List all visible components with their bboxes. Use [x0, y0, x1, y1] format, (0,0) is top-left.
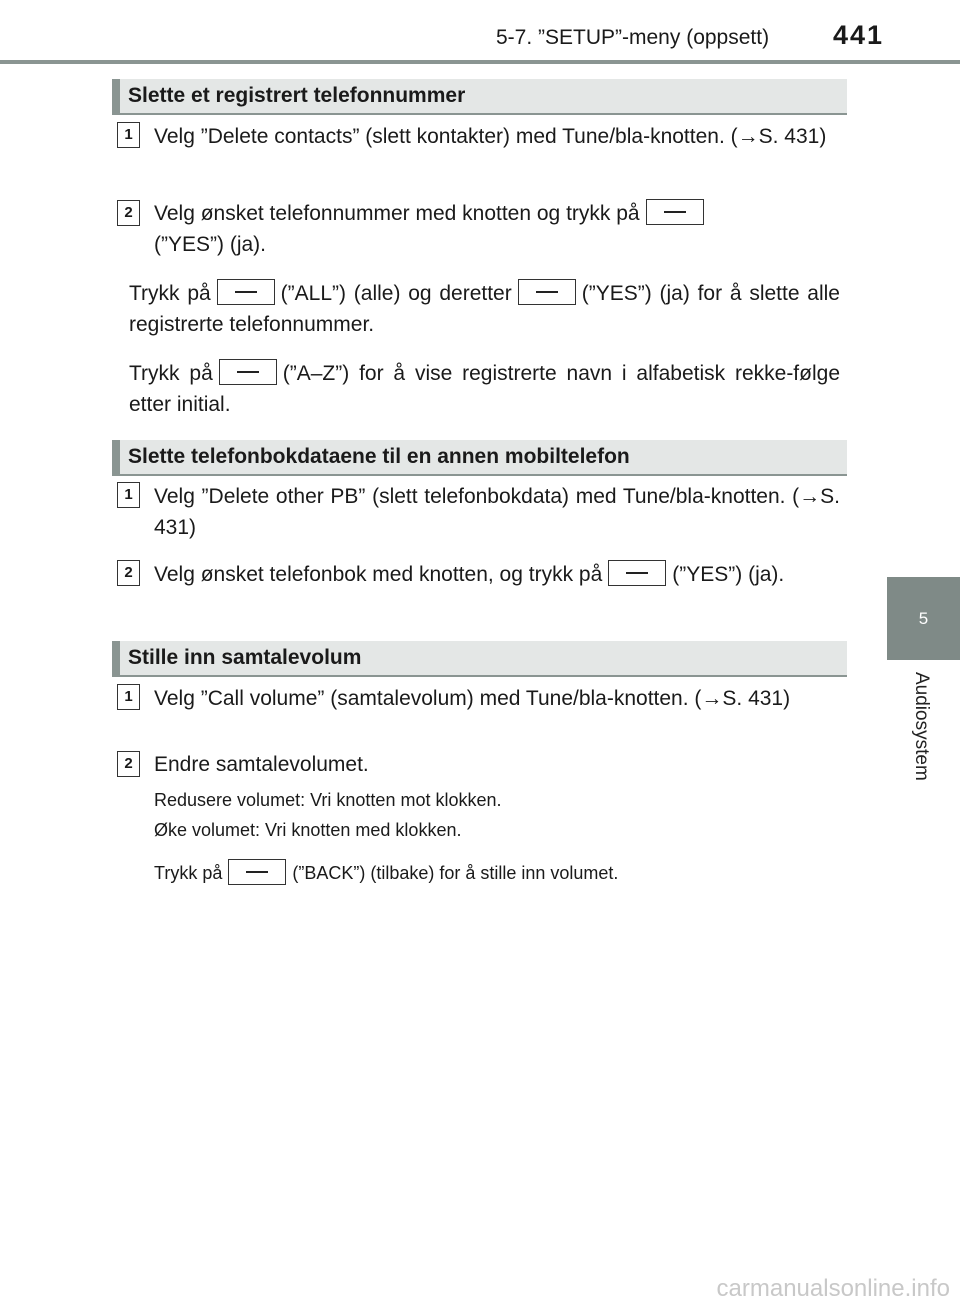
section-title: Stille inn samtalevolum	[128, 646, 362, 669]
chapter-tab-number: 5	[887, 577, 960, 660]
note-text-part: Trykk på	[129, 362, 213, 385]
header-rule	[0, 60, 960, 64]
note-text	[129, 358, 840, 420]
step-text: Endre samtalevolumet.	[154, 753, 369, 776]
step-text: Velg ”Call volume” (samtalevolum) med Tune/bla-knotten. (→S. 431)	[154, 687, 791, 710]
section-heading-bar	[112, 79, 120, 115]
section-heading	[112, 641, 847, 677]
step-text-part: Velg ønsket telefonbok med knotten, og trykk på	[154, 563, 603, 586]
note-text-part: (”A–Z”) for å vise registrerte navn i alfabetisk rekke-følge etter initial.	[129, 362, 840, 416]
step-number: 2	[117, 751, 140, 777]
note-text-part: Trykk på	[129, 282, 211, 305]
step-number: 1	[117, 122, 140, 148]
section-heading-bar	[112, 440, 120, 476]
step-text-part: (”YES”) (ja).	[672, 563, 785, 586]
note-text-part: (”ALL”) (alle) og deretter	[280, 282, 512, 305]
watermark: carmanualsonline.info	[716, 1275, 950, 1302]
a-z-button-icon	[219, 359, 277, 385]
note-text: Redusere volumet: Vri knotten mot klokken.	[154, 790, 502, 810]
step-text	[154, 559, 840, 590]
note-text-part: (”BACK”) (tilbake) for å stille inn volumet.	[292, 863, 619, 883]
step-number: 2	[117, 200, 140, 226]
section-title: Slette et registrert telefonnummer	[128, 84, 466, 107]
note-text	[154, 860, 840, 887]
step-text	[154, 198, 840, 260]
step-text-part: Velg ønsket telefonnummer med knotten og trykk på	[154, 202, 640, 225]
step-number: 2	[117, 560, 140, 586]
back-button-icon	[228, 859, 286, 885]
yes-button-icon	[608, 560, 666, 586]
step-text: Velg ”Delete contacts” (slett kontakter) med Tune/bla-knotten. (→S. 431)	[154, 125, 827, 148]
step-text-part: (”YES”) (ja).	[154, 233, 266, 256]
page-number: 441	[833, 20, 885, 50]
chapter-title: 5-7. ”SETUP”-meny (oppsett)	[496, 26, 770, 49]
section-heading-bar	[112, 641, 120, 677]
yes-button-icon	[646, 199, 704, 225]
note-text	[129, 278, 840, 340]
step-number: 1	[117, 482, 140, 508]
step-text: Velg ”Delete other PB” (slett telefonbokdata) med Tune/bla-knotten. (→S. 431)	[154, 485, 840, 539]
note-text-part: Trykk på	[154, 863, 223, 883]
section-title: Slette telefonbokdataene til en annen mobiltelefon	[128, 445, 630, 468]
yes-button-icon	[518, 279, 576, 305]
section-heading	[112, 440, 847, 476]
note-text: Øke volumet: Vri knotten med klokken.	[154, 820, 462, 840]
chapter-tab-label: Audiosystem	[911, 672, 932, 781]
section-heading	[112, 79, 847, 115]
step-number: 1	[117, 684, 140, 710]
note-text-part: (”YES”) (ja) for å slette alle registrerte telefonnummer.	[129, 282, 840, 336]
all-button-icon	[217, 279, 275, 305]
